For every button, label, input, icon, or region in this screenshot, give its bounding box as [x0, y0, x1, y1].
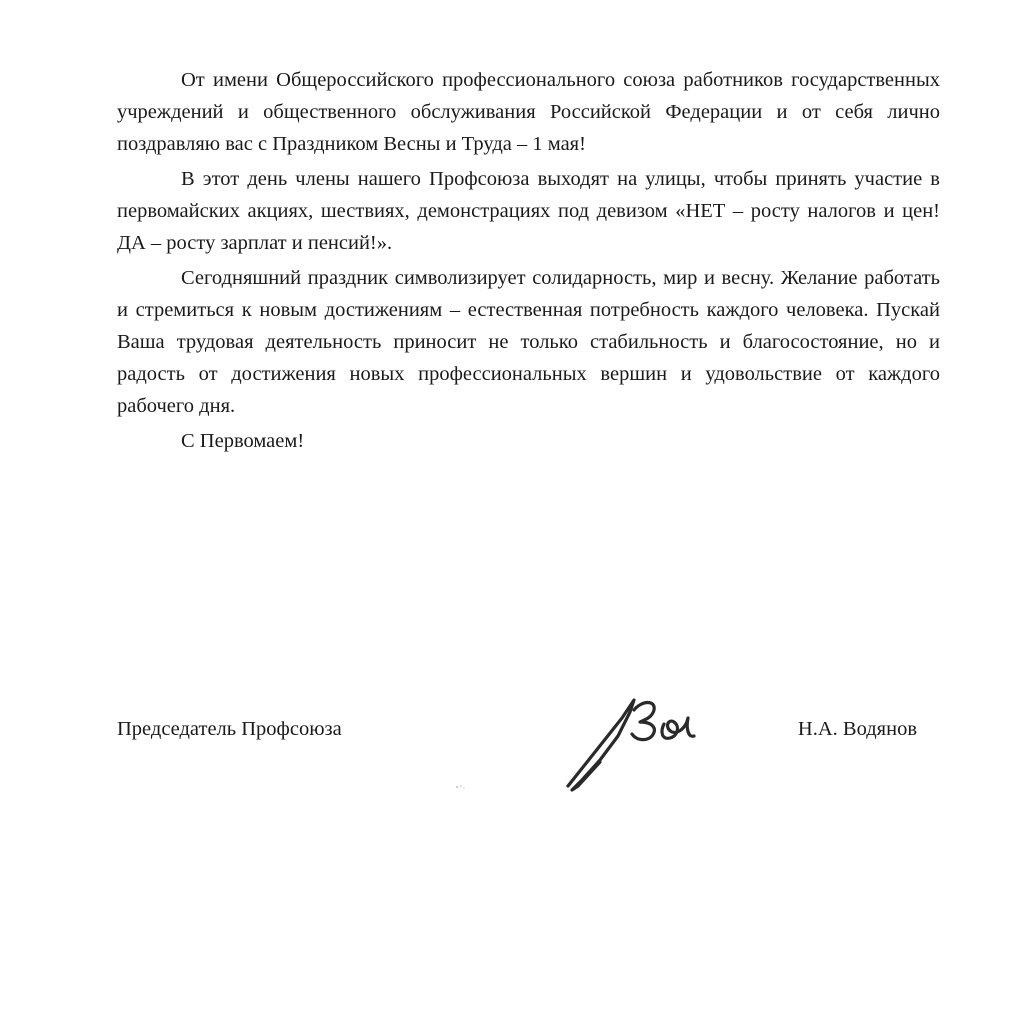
paragraph-wishes: Сегодняшний праздник символизирует солидарность, мир и весну. Желание работать и стремиться к новым достижениям – естественная потребность каждого человека. Пускай Ваша трудовая деятельность приносит не только стабильность и благосостояние, но и радость от достижения новых профессиональных вершин и удовольствие от каждого рабочего дня. [117, 267, 940, 417]
signer-position: Председатель Профсоюза [117, 718, 342, 740]
closing-line: С Первомаем! [181, 430, 305, 452]
signature-line [117, 713, 917, 753]
signer-name: Н.А. Водянов [797, 718, 917, 740]
paragraph-motto: В этот день члены нашего Профсоюза выходят на улицы, чтобы принять участие в первомайских акциях, шествиях, демонстрациях под девизом «НЕТ – росту налогов и цен! ДА – росту зарплат и пенсий!». [117, 168, 940, 254]
paragraph-greeting: От имени Общероссийского профессионального союза работников государственных учреждений и общественного обслуживания Российской Федерации и от себя лично поздравляю вас с Праздником Весны и Труда – 1 мая! [117, 69, 940, 155]
letter-body [117, 64, 940, 457]
handwritten-signature [560, 688, 710, 798]
scan-speck [452, 782, 468, 792]
